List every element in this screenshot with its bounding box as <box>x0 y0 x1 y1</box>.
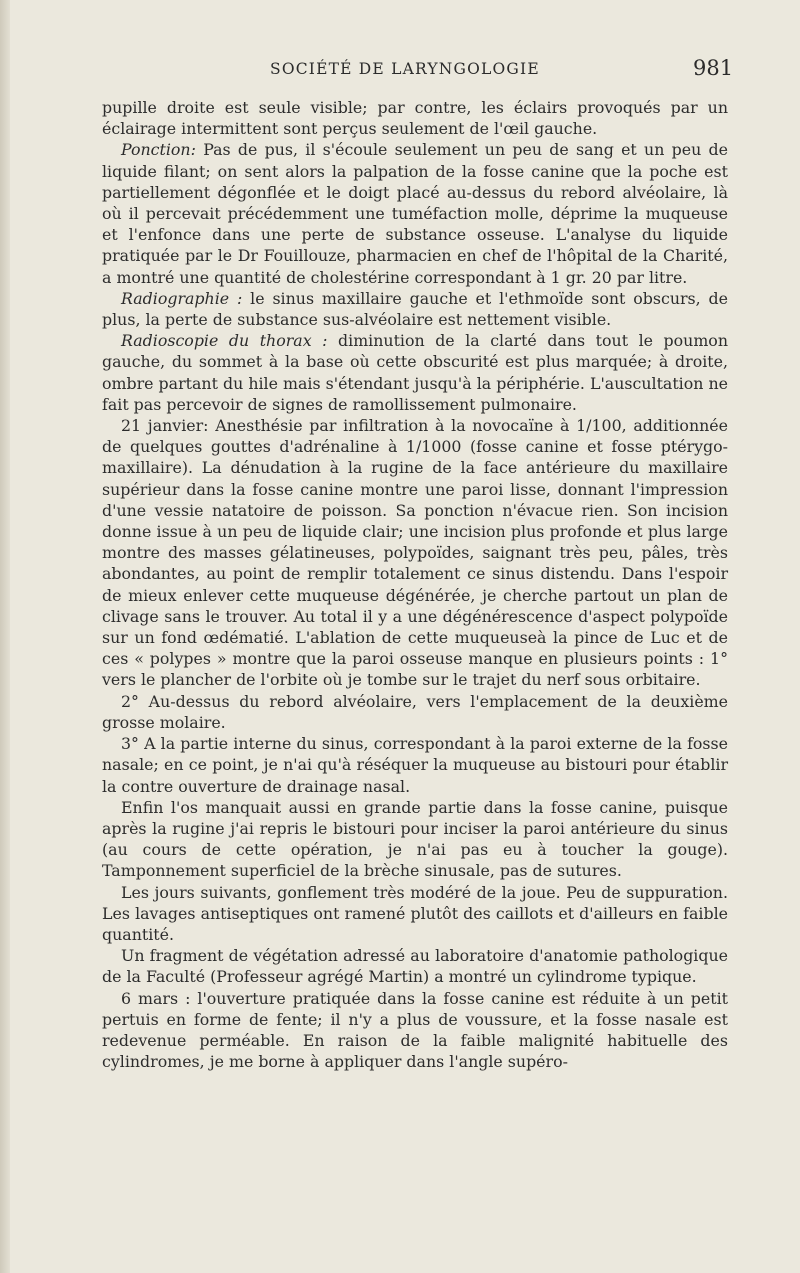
paragraph-text: Un fragment de végétation adressé au laboratoire d'anatomie pathologique de la Faculté (Professeur agrégé Martin) a montré un cylindrome typique. <box>102 946 728 987</box>
page-header <box>0 58 800 82</box>
paragraph-radiographie <box>102 288 728 330</box>
paragraph-mars <box>102 988 728 1073</box>
paragraph-text: l'ouverture pratiquée dans la fosse canine est réduite à un petit pertuis en forme de fente; il n'y a plus de voussure, et la fosse nasale est redevenue perméable. En raison de la faible malignité habituelle des cylindromes, je me borne à appliquer dans l'angle supéro- <box>102 988 728 1072</box>
paragraph-ponction <box>102 139 728 287</box>
paragraph-text: pupille droite est seule visible; par contre, les éclairs provoqués par un éclairage intermittent sont perçus seulement de l'œil gauche. <box>102 98 728 139</box>
paragraph-text: diminution de la clarté dans tout le poumon gauche, du sommet à la base où cette obscurité est plus marquée; à droite, ombre partant du hile mais s'étendant jusqu'à la périphérie. L'auscultation ne fait pas percevoir de signes de ramollissement pulmonaire. <box>102 331 728 414</box>
paragraph-label: 6 mars : <box>121 988 191 1008</box>
paragraph <box>102 882 728 946</box>
paragraph <box>102 97 728 139</box>
paragraph <box>102 945 728 987</box>
paragraph-text: 2° Au-dessus du rebord alvéolaire, vers l'emplacement de la deuxième grosse molaire. <box>102 691 728 732</box>
paragraph-label: Radioscopie du thorax : <box>121 331 328 351</box>
running-head: SOCIÉTÉ DE LARYNGOLOGIE <box>270 60 540 78</box>
page-binding-edge <box>0 0 10 1273</box>
paragraph-text: Enfin l'os manquait aussi en grande partie dans la fosse canine, puisque après la rugine j'ai repris le bistouri pour inciser la paroi antérieure du sinus (au cours de cette opération, je n'ai pas eu à toucher la gouge). Tamponnement superficiel de la brèche sinusale, pas de sutures. <box>102 797 728 881</box>
paragraph-label: Ponction: <box>121 140 196 160</box>
paragraph-radioscopie <box>102 330 728 415</box>
paragraph <box>102 691 728 733</box>
paragraph-text: le sinus maxillaire gauche et l'ethmoïde sont obscurs, de plus, la perte de substance sus-alvéolaire est nettement visible. <box>102 288 728 330</box>
paragraph-text: Pas de pus, il s'écoule seulement un peu de sang et un peu de liquide filant; on sent alors la palpation de la fosse canine que la poche est partiellement dégonflée et le doigt placé au-dessus du rebord alvéolaire, là où il percevait précédemment une tuméfaction molle, déprime la muqueuse et l'enfonce dans une perte de substance osseuse. L'analyse du liquide pratiquée par le Dr Fouillouze, pharmacien en chef de l'hôpital de la Charité, a montré une quantité de cholestérine correspondant à 1 gr. 20 par litre. <box>102 140 728 287</box>
body-text <box>102 97 728 1072</box>
paragraph <box>102 415 728 691</box>
page-number: 981 <box>693 56 734 80</box>
paragraph-text: Les jours suivants, gonflement très modéré de la joue. Peu de suppuration. Les lavages antiseptiques ont ramené plutôt des caillots et d'ailleurs en faible quantité. <box>102 882 728 944</box>
paragraph <box>102 797 728 882</box>
paragraph-label-date <box>121 989 190 1008</box>
paragraph-label: Radiographie : <box>121 288 243 308</box>
paragraph <box>102 733 728 797</box>
paragraph-text: 21 janvier: Anesthésie par infiltration à la novocaïne à 1/100, additionnée de quelques gouttes d'adrénaline à 1/1000 (fosse canine et fosse ptérygo-maxillaire). La dénudation à la rugine de la face antérieure du maxillaire supérieur dans la fosse canine montre une paroi lisse, donnant l'impression d'une vessie natatoire de poisson. Sa ponction n'évacue rien. Son incision donne issue à un peu de liquide clair; une incision plus profonde et plus large montre des masses gélatineuses, polypoïdes, saignant très peu, pâles, très abondantes, au point de remplir totalement ce sinus distendu. Dans l'espoir de mieux enlever cette muqueuse dégénérée, je cherche partout un plan de clivage sans le trouver. Au total il y a une dégénérescence d'aspect polypoïde sur un fond œdématié. L'ablation de cette muqueuseà la pince de Luc et de ces « polypes » montre que la paroi osseuse manque en plusieurs points : 1° vers le plancher de l'orbite où je tombe sur le trajet du nerf sous orbitaire. <box>102 416 728 690</box>
paragraph-text: 3° A la partie interne du sinus, correspondant à la paroi externe de la fosse nasale; en ce point, je n'ai qu'à réséquer la muqueuse au bistouri pour établir la contre ouverture de drainage nasal. <box>102 734 728 796</box>
